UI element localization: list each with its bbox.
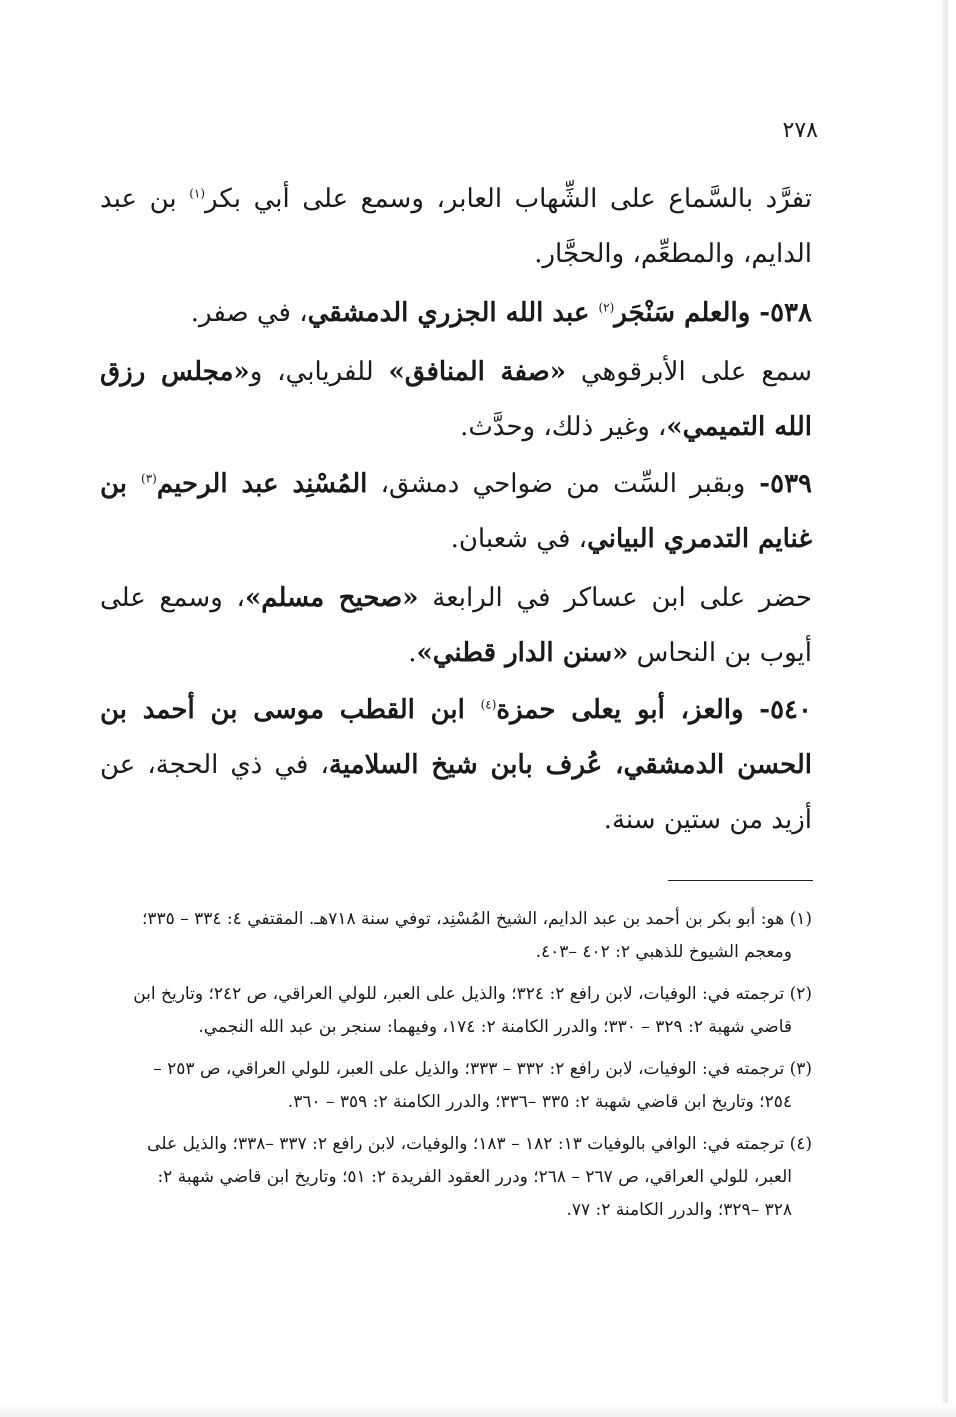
main-text	[100, 172, 812, 848]
entry-538: ٥٣٨- والعلم سَنْجَر$^{(٢)}$ عبد الله الجزري الدمشقي، في صفر.	[190, 298, 812, 328]
footnotes	[100, 903, 812, 1236]
entry-name: المُسْنِد عبد الرحيم	[156, 469, 368, 499]
footnote-ref-3[interactable]: (٣)	[141, 471, 157, 486]
footnote-4: (٤) ترجمته في: الوافي بالوفيات ١٣: ١٨٢ – ١٨٣؛ والوفيات، لابن رافع ٢: ٣٣٧ –٣٣٨؛ والذيل على العبر، للولي العراقي، ص ٢٦٧ – ٢٦٨؛ ودرر العقود الفريدة ٢: ٥١؛ وتاريخ ابن قاضي شهبة ٢: ٣٢٨ –٣٢٩؛ والدرر الكامنة ٢: ٧٧.	[147, 1134, 812, 1220]
book-title: «صفة المنافق»	[388, 357, 566, 387]
book-title: «سنن الدار قطني»	[416, 638, 629, 668]
paragraph-continuation: تفرَّد بالسَّماع على الشِّهاب العابر، وسمع على أبي بكر$^{(١)}$ بن عبد الدايم، والمطعِّم، والحجَّار.	[100, 184, 812, 269]
entry-540: ٥٤٠- والعز، أبو يعلى حمزة$^{(٤)}$ ابن القطب موسى بن أحمد بن الحسن الدمشقي، عُرف بابن شيخ السلامية، في ذي الحجة، عن أزيد من ستين سنة.	[100, 695, 812, 835]
entry-number: ٥٣٩-	[745, 469, 813, 499]
book-title: «صحيح مسلم»	[244, 583, 419, 613]
footnote-3: (٣) ترجمته في: الوفيات، لابن رافع ٢: ٣٣٢ – ٣٣٣؛ والذيل على العبر، للولي العراقي، ص ٢٥٣ – ٢٥٤؛ وتاريخ ابن قاضي شهبة ٢: ٣٣٥ –٣٣٦؛ والدرر الكامنة ٢: ٣٥٩ – ٣٦٠.	[153, 1059, 812, 1112]
footnote-1: (١) هو: أبو بكر بن أحمد بن عبد الدايم، الشيخ المُسْنِد، توفي سنة ٧١٨هـ. المقتفي ٤: ٣٣٤ – ٣٣٥؛ ومعجم الشيوخ للذهبي ٢: ٤٠٢ –٤٠٣.	[142, 909, 812, 962]
page-bottom-shadow	[0, 1403, 956, 1417]
paragraph-538-detail: سمع على الأبرقوهي «صفة المنافق» للفريابي، و«مجلس رزق الله التميمي»، وغير ذلك، وحدَّث.	[100, 357, 812, 442]
entry-name: والعز، أبو يعلى حمزة	[496, 695, 744, 725]
paragraph-539-detail: حضر على ابن عساكر في الرابعة «صحيح مسلم»، وسمع على أيوب بن النحاس «سنن الدار قطني».	[100, 583, 812, 668]
footnote-2: (٢) ترجمته في: الوفيات، لابن رافع ٢: ٣٢٤؛ والذيل على العبر، للولي العراقي، ص ٢٤٢؛ وتاريخ ابن قاضي شهبة ٢: ٣٢٩ – ٣٣٠؛ والدرر الكامنة ٢: ١٧٤، وفيهما: سنجر بن عبد الله النجمي.	[133, 984, 812, 1037]
page-edge-shadow	[942, 0, 948, 1417]
entry-name: والعلم سَنْجَر	[614, 298, 751, 328]
book-title: «مجلس رزق الله التميمي»	[100, 357, 812, 442]
page-number: ٢٧٨	[782, 118, 818, 143]
footnote-ref-1[interactable]: (١)	[189, 186, 206, 201]
entry-number: ٥٣٨-	[750, 298, 812, 328]
footnote-ref-4[interactable]: (٤)	[480, 697, 497, 712]
entry-539: ٥٣٩- وبقبر السِّت من ضواحي دمشق، المُسْنِد عبد الرحيم$^{(٣)}$ بن غنايم التدمري البياني، في شعبان.	[100, 469, 813, 554]
entry-number: ٥٤٠-	[743, 695, 812, 725]
footnote-separator	[668, 880, 813, 881]
footnote-ref-2[interactable]: (٢)	[598, 300, 615, 315]
